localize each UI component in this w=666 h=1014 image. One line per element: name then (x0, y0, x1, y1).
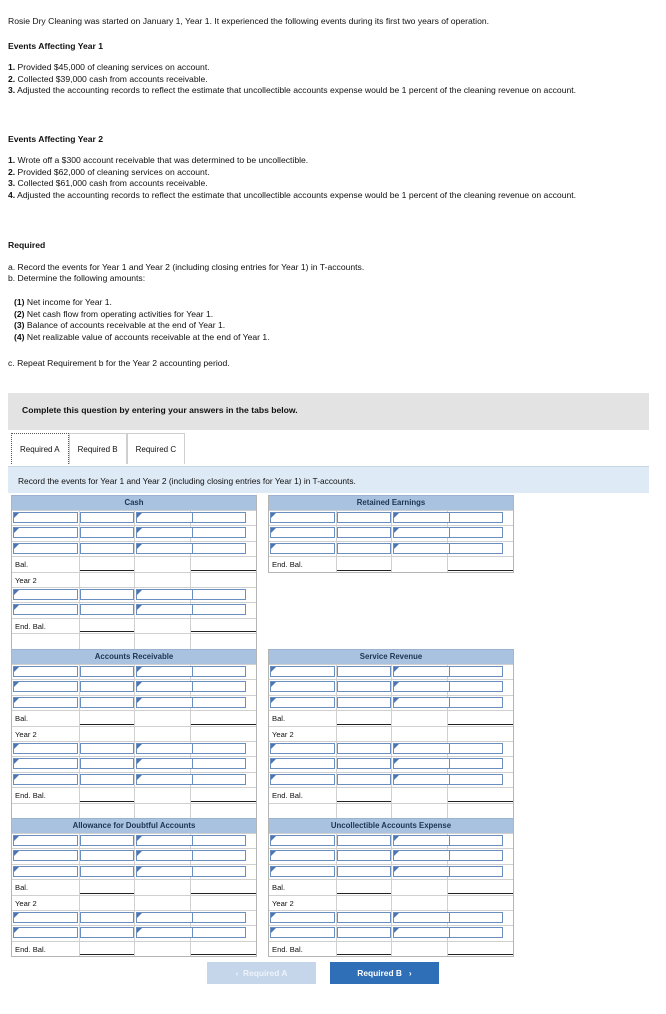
prev-button[interactable]: ‹ Required A (207, 962, 316, 984)
amount-input[interactable] (192, 866, 246, 877)
amount-input[interactable] (449, 835, 503, 846)
t-account-row (269, 756, 513, 771)
row-label: End. Bal. (272, 944, 303, 954)
required-b-4: (4) Net realizable value of accounts receivable at the end of Year 1. (14, 332, 270, 343)
balance-underline (448, 570, 513, 571)
t-account-retained-earnings (268, 495, 514, 573)
event-select[interactable] (270, 774, 335, 785)
year2-heading: Events Affecting Year 2 (8, 134, 104, 144)
balance-underline (191, 631, 256, 632)
event-select[interactable] (13, 927, 78, 938)
amount-input[interactable] (80, 543, 134, 554)
amount-input[interactable] (80, 850, 134, 861)
t-account-row (12, 525, 256, 540)
event-select[interactable] (270, 850, 335, 861)
t-account-title: Retained Earnings (269, 495, 513, 510)
event-select[interactable] (270, 697, 335, 708)
year1-events (8, 62, 618, 97)
amount-input[interactable] (449, 758, 503, 769)
t-account-row (12, 664, 256, 679)
row-label: Bal. (272, 714, 286, 724)
t-account-row (269, 848, 513, 863)
t-account-row (12, 925, 256, 940)
event-select[interactable] (270, 866, 335, 877)
t-account-row (269, 710, 513, 725)
event-select[interactable] (270, 743, 335, 754)
amount-input[interactable] (449, 697, 503, 708)
amount-input[interactable] (192, 543, 246, 554)
row-label: End. Bal. (15, 944, 46, 954)
amount-input[interactable] (449, 927, 503, 938)
event-select[interactable] (13, 743, 78, 754)
amount-input[interactable] (192, 835, 246, 846)
t-account-row (12, 618, 256, 633)
t-account-row (269, 510, 513, 525)
year2-event-3: 3. Collected $61,000 cash from accounts receivable. (8, 178, 208, 189)
balance-underline (80, 570, 134, 571)
amount-input[interactable] (337, 512, 391, 523)
row-label: Bal. (15, 714, 29, 724)
t-account-row (12, 741, 256, 756)
amount-input[interactable] (80, 527, 134, 538)
event-select[interactable] (270, 758, 335, 769)
row-label: Bal. (272, 883, 286, 893)
t-account-row (269, 741, 513, 756)
t-account-row (12, 756, 256, 771)
t-account-title: Accounts Receivable (12, 649, 256, 664)
year2-event-2: 2. Provided $62,000 of cleaning services on account. (8, 166, 210, 177)
balance-underline (337, 893, 391, 894)
t-account-row (269, 833, 513, 848)
t-account-row (12, 726, 256, 741)
amount-input[interactable] (80, 835, 134, 846)
balance-underline (337, 570, 391, 571)
balance-underline (448, 724, 513, 725)
t-account-row (12, 510, 256, 525)
amount-input[interactable] (337, 527, 391, 538)
tab-instruction (8, 466, 649, 493)
required-b-3: (3) Balance of accounts receivable at the end of Year 1. (14, 320, 226, 331)
balance-underline (337, 801, 391, 802)
t-account-row (12, 895, 256, 910)
amount-input[interactable] (449, 527, 503, 538)
balance-underline (337, 724, 391, 725)
year1-event-1: 1. Provided $45,000 of cleaning services on account. (8, 62, 210, 72)
amount-input[interactable] (80, 589, 134, 600)
t-account-row (269, 787, 513, 802)
row-label: Bal. (15, 883, 29, 893)
amount-input[interactable] (192, 927, 246, 938)
event-select[interactable] (13, 758, 78, 769)
t-account-row (12, 941, 256, 956)
event-select[interactable] (13, 774, 78, 785)
row-label: End. Bal. (15, 621, 46, 631)
year1-event-2: 2. Collected $39,000 cash from accounts receivable. (8, 73, 208, 84)
amount-input[interactable] (449, 512, 503, 523)
t-account-row (269, 679, 513, 694)
t-account-row (12, 556, 256, 571)
t-account-row (12, 679, 256, 694)
amount-input[interactable] (80, 697, 134, 708)
amount-input[interactable] (449, 666, 503, 677)
row-label: Year 2 (272, 898, 294, 908)
amount-input[interactable] (449, 743, 503, 754)
amount-input[interactable] (192, 912, 246, 923)
event-select[interactable] (13, 512, 78, 523)
amount-input[interactable] (192, 850, 246, 861)
balance-underline (191, 724, 256, 725)
required-heading: Required (8, 240, 46, 250)
amount-input[interactable] (80, 743, 134, 754)
balance-underline (448, 801, 513, 802)
amount-input[interactable] (80, 666, 134, 677)
t-account-title: Allowance for Doubtful Accounts (12, 818, 256, 833)
event-select[interactable] (13, 697, 78, 708)
t-account-cash (11, 495, 257, 665)
amount-input[interactable] (449, 774, 503, 785)
t-account-row (12, 879, 256, 894)
row-label: Year 2 (272, 729, 294, 739)
t-account-row (269, 556, 513, 571)
intro-text: Rosie Dry Cleaning was started on January 1, Year 1. It experienced the following events during its first two years of operation. (8, 16, 490, 26)
balance-underline (448, 893, 513, 894)
amount-input[interactable] (80, 927, 134, 938)
amount-input[interactable] (337, 850, 391, 861)
t-account-row (12, 833, 256, 848)
amount-input[interactable] (337, 758, 391, 769)
t-account-row (12, 587, 256, 602)
t-account-row (269, 864, 513, 879)
amount-input[interactable] (449, 681, 503, 692)
banner-text: Complete this question by entering your answers in the tabs below. (22, 405, 298, 415)
t-account-title: Cash (12, 495, 256, 510)
t-account-row (12, 848, 256, 863)
balance-underline (80, 954, 134, 955)
event-select[interactable] (270, 835, 335, 846)
balance-underline (80, 893, 134, 894)
balance-underline (448, 954, 513, 955)
event-select[interactable] (270, 543, 335, 554)
balance-underline (337, 954, 391, 955)
year1-event-3: 3. Adjusted the accounting records to reflect the estimate that uncollectible accounts expense would be 1 percent of the cleaning revenue on account. (8, 85, 577, 96)
amount-input[interactable] (192, 527, 246, 538)
t-account-accounts-receivable (11, 649, 257, 819)
amount-input[interactable] (337, 543, 391, 554)
t-account-row (269, 910, 513, 925)
t-account-row (269, 895, 513, 910)
t-account-row (12, 602, 256, 617)
row-label: End. Bal. (272, 560, 303, 570)
event-select[interactable] (13, 866, 78, 877)
t-account-row (269, 941, 513, 956)
balance-underline (191, 954, 256, 955)
t-account-row (269, 695, 513, 710)
event-select[interactable] (13, 604, 78, 615)
row-label: End. Bal. (272, 791, 303, 801)
t-account-title: Service Revenue (269, 649, 513, 664)
event-select[interactable] (270, 912, 335, 923)
amount-input[interactable] (337, 774, 391, 785)
instructions-banner (8, 393, 649, 430)
tab-required-a[interactable]: Required A (11, 433, 69, 464)
t-account-row (12, 710, 256, 725)
t-account-row (12, 695, 256, 710)
event-select[interactable] (270, 527, 335, 538)
event-select[interactable] (13, 835, 78, 846)
event-select[interactable] (13, 850, 78, 861)
balance-underline (80, 631, 134, 632)
amount-input[interactable] (337, 666, 391, 677)
required-c: c. Repeat Requirement b for the Year 2 accounting period. (8, 358, 230, 368)
amount-input[interactable] (337, 743, 391, 754)
event-select[interactable] (270, 681, 335, 692)
amount-input[interactable] (80, 512, 134, 523)
amount-input[interactable] (337, 681, 391, 692)
row-label: End. Bal. (15, 791, 46, 801)
amount-input[interactable] (337, 866, 391, 877)
balance-underline (80, 724, 134, 725)
event-select[interactable] (13, 527, 78, 538)
amount-input[interactable] (192, 681, 246, 692)
event-select[interactable] (13, 589, 78, 600)
amount-input[interactable] (192, 604, 246, 615)
year2-event-1: 1. Wrote off a $300 account receivable that was determined to be uncollectible. (8, 155, 309, 165)
balance-underline (80, 801, 134, 802)
t-account-service-revenue (268, 649, 514, 819)
amount-input[interactable] (192, 758, 246, 769)
t-account-row (269, 925, 513, 940)
amount-input[interactable] (337, 697, 391, 708)
tab-bar (11, 433, 185, 466)
event-select[interactable] (13, 543, 78, 554)
t-account-row (12, 803, 256, 818)
required-b-1: (1) Net income for Year 1. (14, 297, 112, 307)
amount-input[interactable] (192, 697, 246, 708)
amount-input[interactable] (80, 758, 134, 769)
tab-required-c[interactable]: Required C (127, 433, 185, 464)
event-select[interactable] (270, 927, 335, 938)
amount-input[interactable] (80, 866, 134, 877)
balance-underline (191, 801, 256, 802)
amount-input[interactable] (449, 866, 503, 877)
event-select[interactable] (270, 512, 335, 523)
event-select[interactable] (13, 912, 78, 923)
amount-input[interactable] (449, 850, 503, 861)
t-account-row (12, 633, 256, 648)
row-label: Year 2 (15, 575, 37, 585)
year1-heading: Events Affecting Year 1 (8, 41, 104, 51)
amount-input[interactable] (192, 743, 246, 754)
row-label: Year 2 (15, 898, 37, 908)
amount-input[interactable] (192, 774, 246, 785)
event-select[interactable] (13, 666, 78, 677)
required-b-list (14, 297, 624, 344)
t-account-row (269, 726, 513, 741)
t-account-row (269, 525, 513, 540)
t-account-row (12, 787, 256, 802)
balance-underline (191, 570, 256, 571)
row-label: Year 2 (15, 729, 37, 739)
t-account-title: Uncollectible Accounts Expense (269, 818, 513, 833)
t-account-row (12, 772, 256, 787)
amount-input[interactable] (192, 666, 246, 677)
amount-input[interactable] (192, 512, 246, 523)
row-label: Bal. (15, 560, 29, 570)
amount-input[interactable] (80, 774, 134, 785)
t-account-row (12, 572, 256, 587)
t-account-uncollectible-accounts-expense (268, 818, 514, 957)
required-a: a. Record the events for Year 1 and Year 2 (including closing entries for Year 1) in T-accounts. (8, 262, 365, 272)
balance-underline (191, 893, 256, 894)
year2-event-4: 4. Adjusted the accounting records to reflect the estimate that uncollectible accounts expense would be 1 percent of the cleaning revenue on account. (8, 190, 577, 201)
next-button[interactable]: Required B › (330, 962, 439, 984)
t-account-row (12, 864, 256, 879)
amount-input[interactable] (192, 589, 246, 600)
t-account-row (269, 664, 513, 679)
required-b-2: (2) Net cash flow from operating activities for Year 1. (14, 308, 214, 319)
t-account-row (269, 541, 513, 556)
t-account-row (269, 879, 513, 894)
amount-input[interactable] (337, 912, 391, 923)
event-select[interactable] (270, 666, 335, 677)
year2-events (8, 155, 618, 202)
amount-input[interactable] (80, 604, 134, 615)
amount-input[interactable] (449, 912, 503, 923)
tab-required-b[interactable]: Required B (69, 433, 127, 464)
t-account-row (12, 910, 256, 925)
t-account-row (269, 772, 513, 787)
t-account-row (12, 541, 256, 556)
amount-input[interactable] (80, 912, 134, 923)
t-account-allowance-doubtful-accounts (11, 818, 257, 957)
event-select[interactable] (13, 681, 78, 692)
required-b: b. Determine the following amounts: (8, 273, 146, 283)
instruction-text: Record the events for Year 1 and Year 2 (including closing entries for Year 1) in T-accounts. (18, 476, 356, 486)
amount-input[interactable] (449, 543, 503, 554)
t-account-row (269, 803, 513, 818)
amount-input[interactable] (80, 681, 134, 692)
amount-input[interactable] (337, 927, 391, 938)
amount-input[interactable] (337, 835, 391, 846)
